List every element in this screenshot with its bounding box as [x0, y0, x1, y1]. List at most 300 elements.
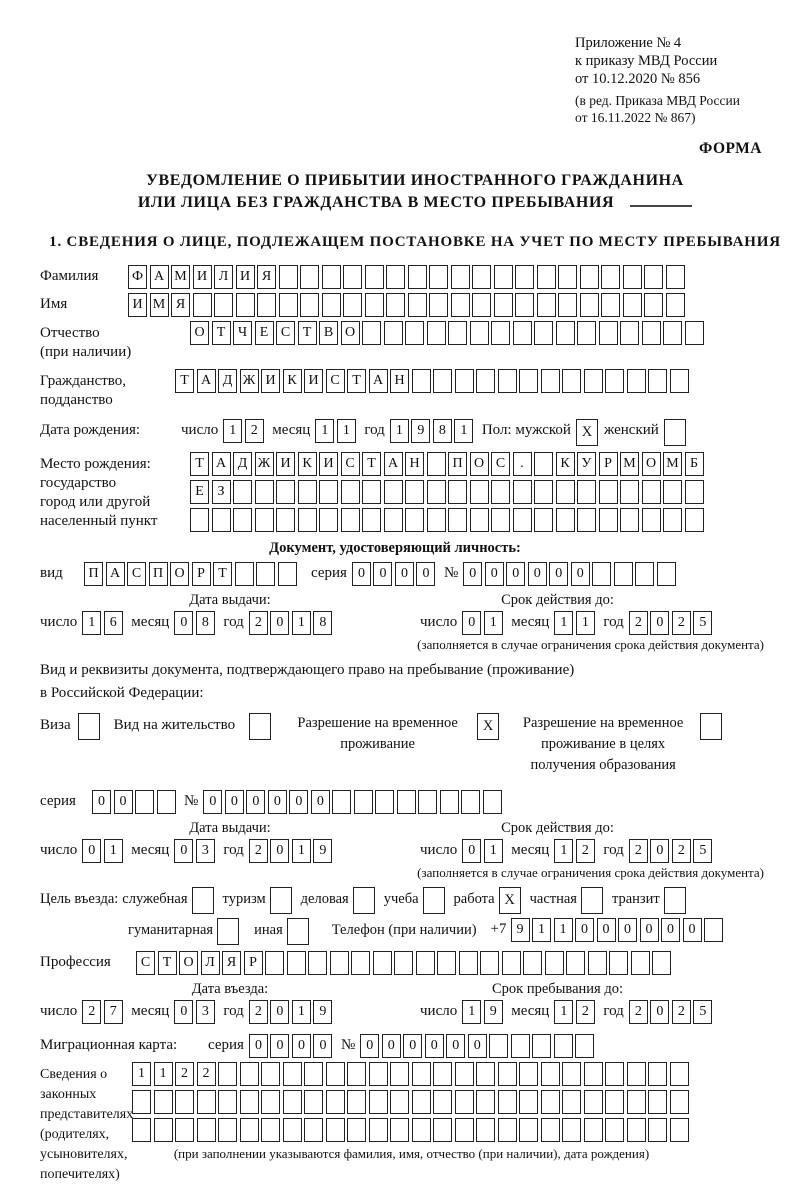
char-cell[interactable]: И: [193, 265, 212, 289]
char-cell[interactable]: [240, 1090, 259, 1114]
char-cell[interactable]: Ф: [128, 265, 147, 289]
char-cell[interactable]: [175, 1118, 194, 1142]
char-cell[interactable]: [580, 293, 599, 317]
char-cell[interactable]: [135, 790, 154, 814]
char-cell[interactable]: 6: [104, 611, 123, 635]
char-cell[interactable]: [513, 508, 532, 532]
char-cell[interactable]: [448, 480, 467, 504]
char-cell[interactable]: [545, 951, 564, 975]
char-cell[interactable]: [562, 1118, 581, 1142]
char-cell[interactable]: А: [384, 452, 403, 476]
char-cell[interactable]: [704, 918, 723, 942]
char-cell[interactable]: 0: [462, 611, 481, 635]
char-cell[interactable]: [373, 951, 392, 975]
char-cell[interactable]: [498, 369, 517, 393]
char-cell[interactable]: 0: [311, 790, 330, 814]
char-cell[interactable]: [175, 1090, 194, 1114]
char-cell[interactable]: [670, 1062, 689, 1086]
char-cell[interactable]: [298, 508, 317, 532]
visa-checkbox[interactable]: [78, 713, 100, 740]
char-cell[interactable]: [461, 790, 480, 814]
char-cell[interactable]: [362, 508, 381, 532]
char-cell[interactable]: 1: [484, 839, 503, 863]
char-cell[interactable]: О: [642, 452, 661, 476]
representatives-row1[interactable]: [132, 1062, 691, 1086]
sex-male-checkbox[interactable]: X: [576, 419, 598, 446]
char-cell[interactable]: И: [276, 452, 295, 476]
char-cell[interactable]: [627, 1118, 646, 1142]
char-cell[interactable]: [670, 1118, 689, 1142]
char-cell[interactable]: 1: [576, 611, 595, 635]
char-cell[interactable]: [365, 293, 384, 317]
char-cell[interactable]: [562, 1062, 581, 1086]
char-cell[interactable]: [448, 321, 467, 345]
char-cell[interactable]: [218, 1062, 237, 1086]
char-cell[interactable]: [534, 480, 553, 504]
char-cell[interactable]: [308, 951, 327, 975]
char-cell[interactable]: [532, 1034, 551, 1058]
char-cell[interactable]: [537, 293, 556, 317]
char-cell[interactable]: [470, 321, 489, 345]
char-cell[interactable]: [384, 480, 403, 504]
char-cell[interactable]: [455, 369, 474, 393]
char-cell[interactable]: [427, 452, 446, 476]
char-cell[interactable]: [519, 1090, 538, 1114]
char-cell[interactable]: 0: [650, 1000, 669, 1024]
char-cell[interactable]: [489, 1034, 508, 1058]
char-cell[interactable]: [369, 1062, 388, 1086]
char-cell[interactable]: [523, 951, 542, 975]
char-cell[interactable]: Л: [201, 951, 220, 975]
char-cell[interactable]: [472, 293, 491, 317]
char-cell[interactable]: [577, 508, 596, 532]
char-cell[interactable]: [304, 1062, 323, 1086]
char-cell[interactable]: 0: [174, 839, 193, 863]
char-cell[interactable]: [351, 951, 370, 975]
char-cell[interactable]: 9: [411, 419, 430, 443]
char-cell[interactable]: [666, 265, 685, 289]
char-cell[interactable]: [261, 1062, 280, 1086]
temp-residence-checkbox[interactable]: X: [477, 713, 499, 740]
migration-number-cells[interactable]: [360, 1034, 597, 1058]
char-cell[interactable]: [498, 1118, 517, 1142]
char-cell[interactable]: [384, 321, 403, 345]
char-cell[interactable]: [394, 951, 413, 975]
char-cell[interactable]: [562, 369, 581, 393]
entry-day-cells[interactable]: [82, 1000, 125, 1024]
char-cell[interactable]: 0: [225, 790, 244, 814]
char-cell[interactable]: [283, 1090, 302, 1114]
char-cell[interactable]: С: [491, 452, 510, 476]
char-cell[interactable]: [322, 293, 341, 317]
char-cell[interactable]: 1: [484, 611, 503, 635]
char-cell[interactable]: [412, 369, 431, 393]
char-cell[interactable]: 2: [249, 611, 268, 635]
char-cell[interactable]: 0: [468, 1034, 487, 1058]
char-cell[interactable]: [255, 508, 274, 532]
char-cell[interactable]: [408, 293, 427, 317]
char-cell[interactable]: [214, 293, 233, 317]
char-cell[interactable]: [190, 508, 209, 532]
valid-year-cells[interactable]: [629, 611, 715, 635]
char-cell[interactable]: [666, 293, 685, 317]
char-cell[interactable]: 2: [82, 1000, 101, 1024]
valid-day-cells[interactable]: [462, 611, 505, 635]
char-cell[interactable]: Е: [190, 480, 209, 504]
char-cell[interactable]: [304, 1090, 323, 1114]
char-cell[interactable]: С: [341, 452, 360, 476]
char-cell[interactable]: [541, 369, 560, 393]
char-cell[interactable]: [433, 1090, 452, 1114]
char-cell[interactable]: [283, 1118, 302, 1142]
char-cell[interactable]: [304, 1118, 323, 1142]
char-cell[interactable]: [558, 293, 577, 317]
char-cell[interactable]: 2: [197, 1062, 216, 1086]
char-cell[interactable]: Н: [390, 369, 409, 393]
char-cell[interactable]: Т: [213, 562, 232, 586]
char-cell[interactable]: Я: [257, 265, 276, 289]
issue-month-cells[interactable]: [174, 839, 217, 863]
purpose-study-checkbox[interactable]: [423, 887, 445, 914]
char-cell[interactable]: 3: [196, 1000, 215, 1024]
char-cell[interactable]: 0: [268, 790, 287, 814]
char-cell[interactable]: Б: [685, 452, 704, 476]
char-cell[interactable]: [455, 1062, 474, 1086]
char-cell[interactable]: С: [136, 951, 155, 975]
purpose-private-checkbox[interactable]: [581, 887, 603, 914]
char-cell[interactable]: [483, 790, 502, 814]
char-cell[interactable]: Я: [171, 293, 190, 317]
residence-series-cells[interactable]: [92, 790, 178, 814]
char-cell[interactable]: 0: [618, 918, 637, 942]
char-cell[interactable]: [384, 508, 403, 532]
char-cell[interactable]: 1: [315, 419, 334, 443]
char-cell[interactable]: [287, 951, 306, 975]
char-cell[interactable]: [255, 480, 274, 504]
char-cell[interactable]: 5: [693, 611, 712, 635]
char-cell[interactable]: [257, 293, 276, 317]
char-cell[interactable]: [212, 508, 231, 532]
char-cell[interactable]: [470, 480, 489, 504]
char-cell[interactable]: 2: [576, 1000, 595, 1024]
char-cell[interactable]: [599, 508, 618, 532]
char-cell[interactable]: Р: [599, 452, 618, 476]
char-cell[interactable]: 0: [425, 1034, 444, 1058]
char-cell[interactable]: [599, 480, 618, 504]
char-cell[interactable]: [534, 321, 553, 345]
char-cell[interactable]: 2: [672, 611, 691, 635]
char-cell[interactable]: 0: [289, 790, 308, 814]
char-cell[interactable]: [433, 1118, 452, 1142]
char-cell[interactable]: 8: [313, 611, 332, 635]
char-cell[interactable]: С: [326, 369, 345, 393]
char-cell[interactable]: [584, 1062, 603, 1086]
char-cell[interactable]: [614, 562, 633, 586]
char-cell[interactable]: [412, 1062, 431, 1086]
char-cell[interactable]: 0: [203, 790, 222, 814]
char-cell[interactable]: [437, 951, 456, 975]
char-cell[interactable]: [233, 508, 252, 532]
char-cell[interactable]: [685, 508, 704, 532]
char-cell[interactable]: [197, 1090, 216, 1114]
char-cell[interactable]: И: [304, 369, 323, 393]
char-cell[interactable]: Т: [362, 452, 381, 476]
doc-series-cells[interactable]: [352, 562, 438, 586]
char-cell[interactable]: [627, 1062, 646, 1086]
valid-day-cells[interactable]: [462, 839, 505, 863]
char-cell[interactable]: [218, 1118, 237, 1142]
char-cell[interactable]: 0: [395, 562, 414, 586]
migration-series-cells[interactable]: [249, 1034, 335, 1058]
char-cell[interactable]: [343, 265, 362, 289]
char-cell[interactable]: 1: [292, 839, 311, 863]
char-cell[interactable]: [476, 1090, 495, 1114]
char-cell[interactable]: 0: [575, 918, 594, 942]
char-cell[interactable]: [577, 480, 596, 504]
char-cell[interactable]: [472, 265, 491, 289]
char-cell[interactable]: [663, 321, 682, 345]
char-cell[interactable]: [193, 293, 212, 317]
char-cell[interactable]: [558, 265, 577, 289]
char-cell[interactable]: [494, 265, 513, 289]
char-cell[interactable]: 0: [416, 562, 435, 586]
char-cell[interactable]: М: [620, 452, 639, 476]
char-cell[interactable]: [347, 1090, 366, 1114]
char-cell[interactable]: [240, 1118, 259, 1142]
char-cell[interactable]: [498, 1090, 517, 1114]
char-cell[interactable]: [519, 1062, 538, 1086]
char-cell[interactable]: [365, 265, 384, 289]
char-cell[interactable]: [556, 321, 575, 345]
char-cell[interactable]: М: [150, 293, 169, 317]
char-cell[interactable]: 2: [672, 839, 691, 863]
char-cell[interactable]: [620, 480, 639, 504]
purpose-official-checkbox[interactable]: [192, 887, 214, 914]
char-cell[interactable]: [623, 265, 642, 289]
char-cell[interactable]: 2: [576, 839, 595, 863]
char-cell[interactable]: [390, 1118, 409, 1142]
char-cell[interactable]: С: [127, 562, 146, 586]
char-cell[interactable]: [386, 265, 405, 289]
char-cell[interactable]: [670, 1090, 689, 1114]
char-cell[interactable]: .: [513, 452, 532, 476]
char-cell[interactable]: [476, 1118, 495, 1142]
char-cell[interactable]: [326, 1118, 345, 1142]
char-cell[interactable]: 8: [196, 611, 215, 635]
char-cell[interactable]: [685, 321, 704, 345]
char-cell[interactable]: 0: [373, 562, 392, 586]
char-cell[interactable]: 2: [249, 1000, 268, 1024]
char-cell[interactable]: 0: [549, 562, 568, 586]
citizenship-cells[interactable]: [175, 369, 691, 393]
char-cell[interactable]: [427, 508, 446, 532]
char-cell[interactable]: [390, 1090, 409, 1114]
char-cell[interactable]: [476, 369, 495, 393]
char-cell[interactable]: 1: [532, 918, 551, 942]
char-cell[interactable]: 9: [313, 839, 332, 863]
char-cell[interactable]: [276, 480, 295, 504]
char-cell[interactable]: [605, 1118, 624, 1142]
char-cell[interactable]: 0: [650, 611, 669, 635]
stay-day-cells[interactable]: [462, 1000, 505, 1024]
char-cell[interactable]: [620, 321, 639, 345]
char-cell[interactable]: [685, 480, 704, 504]
char-cell[interactable]: [577, 321, 596, 345]
char-cell[interactable]: [362, 321, 381, 345]
char-cell[interactable]: [566, 951, 585, 975]
char-cell[interactable]: С: [276, 321, 295, 345]
char-cell[interactable]: [427, 480, 446, 504]
char-cell[interactable]: [584, 1118, 603, 1142]
char-cell[interactable]: [663, 508, 682, 532]
doc-number-cells[interactable]: [463, 562, 678, 586]
char-cell[interactable]: 0: [270, 839, 289, 863]
char-cell[interactable]: К: [283, 369, 302, 393]
char-cell[interactable]: [541, 1062, 560, 1086]
purpose-transit-checkbox[interactable]: [664, 887, 686, 914]
purpose-tourism-checkbox[interactable]: [270, 887, 292, 914]
char-cell[interactable]: О: [470, 452, 489, 476]
char-cell[interactable]: [648, 1090, 667, 1114]
char-cell[interactable]: [663, 480, 682, 504]
char-cell[interactable]: Е: [255, 321, 274, 345]
char-cell[interactable]: И: [128, 293, 147, 317]
char-cell[interactable]: 2: [175, 1062, 194, 1086]
char-cell[interactable]: П: [84, 562, 103, 586]
birth-month-cells[interactable]: [315, 419, 358, 443]
char-cell[interactable]: 1: [554, 839, 573, 863]
char-cell[interactable]: [480, 951, 499, 975]
char-cell[interactable]: [605, 1062, 624, 1086]
char-cell[interactable]: [592, 562, 611, 586]
char-cell[interactable]: 2: [629, 839, 648, 863]
char-cell[interactable]: [412, 1118, 431, 1142]
char-cell[interactable]: [279, 265, 298, 289]
char-cell[interactable]: И: [319, 452, 338, 476]
char-cell[interactable]: [347, 1118, 366, 1142]
char-cell[interactable]: [599, 321, 618, 345]
char-cell[interactable]: Н: [405, 452, 424, 476]
char-cell[interactable]: Р: [192, 562, 211, 586]
valid-year-cells[interactable]: [629, 839, 715, 863]
issue-year-cells[interactable]: [249, 839, 335, 863]
purpose-humanitarian-checkbox[interactable]: [217, 918, 239, 945]
char-cell[interactable]: 3: [196, 839, 215, 863]
char-cell[interactable]: 0: [246, 790, 265, 814]
char-cell[interactable]: А: [197, 369, 216, 393]
char-cell[interactable]: [601, 293, 620, 317]
char-cell[interactable]: [584, 369, 603, 393]
char-cell[interactable]: [261, 1090, 280, 1114]
char-cell[interactable]: И: [236, 265, 255, 289]
char-cell[interactable]: [319, 480, 338, 504]
char-cell[interactable]: [265, 951, 284, 975]
char-cell[interactable]: [416, 951, 435, 975]
char-cell[interactable]: 0: [270, 1000, 289, 1024]
char-cell[interactable]: 0: [360, 1034, 379, 1058]
char-cell[interactable]: [369, 1118, 388, 1142]
char-cell[interactable]: [326, 1090, 345, 1114]
char-cell[interactable]: А: [369, 369, 388, 393]
char-cell[interactable]: [362, 480, 381, 504]
representatives-row2[interactable]: [132, 1090, 691, 1114]
char-cell[interactable]: [433, 1062, 452, 1086]
char-cell[interactable]: [235, 562, 254, 586]
char-cell[interactable]: [588, 951, 607, 975]
char-cell[interactable]: [541, 1090, 560, 1114]
char-cell[interactable]: [631, 951, 650, 975]
char-cell[interactable]: [330, 951, 349, 975]
char-cell[interactable]: 8: [433, 419, 452, 443]
char-cell[interactable]: [556, 480, 575, 504]
char-cell[interactable]: 2: [245, 419, 264, 443]
char-cell[interactable]: 0: [485, 562, 504, 586]
char-cell[interactable]: 0: [597, 918, 616, 942]
char-cell[interactable]: [513, 321, 532, 345]
char-cell[interactable]: 1: [104, 839, 123, 863]
char-cell[interactable]: О: [190, 321, 209, 345]
char-cell[interactable]: О: [179, 951, 198, 975]
char-cell[interactable]: [491, 508, 510, 532]
char-cell[interactable]: Ч: [233, 321, 252, 345]
char-cell[interactable]: [326, 1062, 345, 1086]
char-cell[interactable]: Т: [190, 452, 209, 476]
char-cell[interactable]: 0: [249, 1034, 268, 1058]
char-cell[interactable]: 0: [528, 562, 547, 586]
char-cell[interactable]: Ж: [240, 369, 259, 393]
char-cell[interactable]: Л: [214, 265, 233, 289]
char-cell[interactable]: [397, 790, 416, 814]
char-cell[interactable]: И: [261, 369, 280, 393]
char-cell[interactable]: [300, 265, 319, 289]
char-cell[interactable]: [455, 1118, 474, 1142]
char-cell[interactable]: [132, 1090, 151, 1114]
char-cell[interactable]: [236, 293, 255, 317]
char-cell[interactable]: [648, 1118, 667, 1142]
char-cell[interactable]: 9: [511, 918, 530, 942]
purpose-work-checkbox[interactable]: X: [499, 887, 521, 914]
char-cell[interactable]: [278, 562, 297, 586]
char-cell[interactable]: [276, 508, 295, 532]
char-cell[interactable]: Я: [222, 951, 241, 975]
char-cell[interactable]: К: [556, 452, 575, 476]
char-cell[interactable]: [534, 508, 553, 532]
char-cell[interactable]: [240, 1062, 259, 1086]
char-cell[interactable]: 2: [629, 611, 648, 635]
char-cell[interactable]: [627, 369, 646, 393]
char-cell[interactable]: [343, 293, 362, 317]
issue-year-cells[interactable]: [249, 611, 335, 635]
char-cell[interactable]: 0: [640, 918, 659, 942]
char-cell[interactable]: 1: [292, 611, 311, 635]
char-cell[interactable]: [476, 1062, 495, 1086]
char-cell[interactable]: [601, 265, 620, 289]
char-cell[interactable]: [440, 790, 459, 814]
stay-month-cells[interactable]: [554, 1000, 597, 1024]
char-cell[interactable]: [562, 1090, 581, 1114]
char-cell[interactable]: [519, 369, 538, 393]
char-cell[interactable]: [408, 265, 427, 289]
char-cell[interactable]: [575, 1034, 594, 1058]
char-cell[interactable]: 0: [92, 790, 111, 814]
char-cell[interactable]: 0: [270, 611, 289, 635]
char-cell[interactable]: 5: [693, 1000, 712, 1024]
char-cell[interactable]: [670, 369, 689, 393]
char-cell[interactable]: [412, 1090, 431, 1114]
firstname-cells[interactable]: [128, 293, 687, 317]
char-cell[interactable]: [642, 480, 661, 504]
char-cell[interactable]: [644, 265, 663, 289]
